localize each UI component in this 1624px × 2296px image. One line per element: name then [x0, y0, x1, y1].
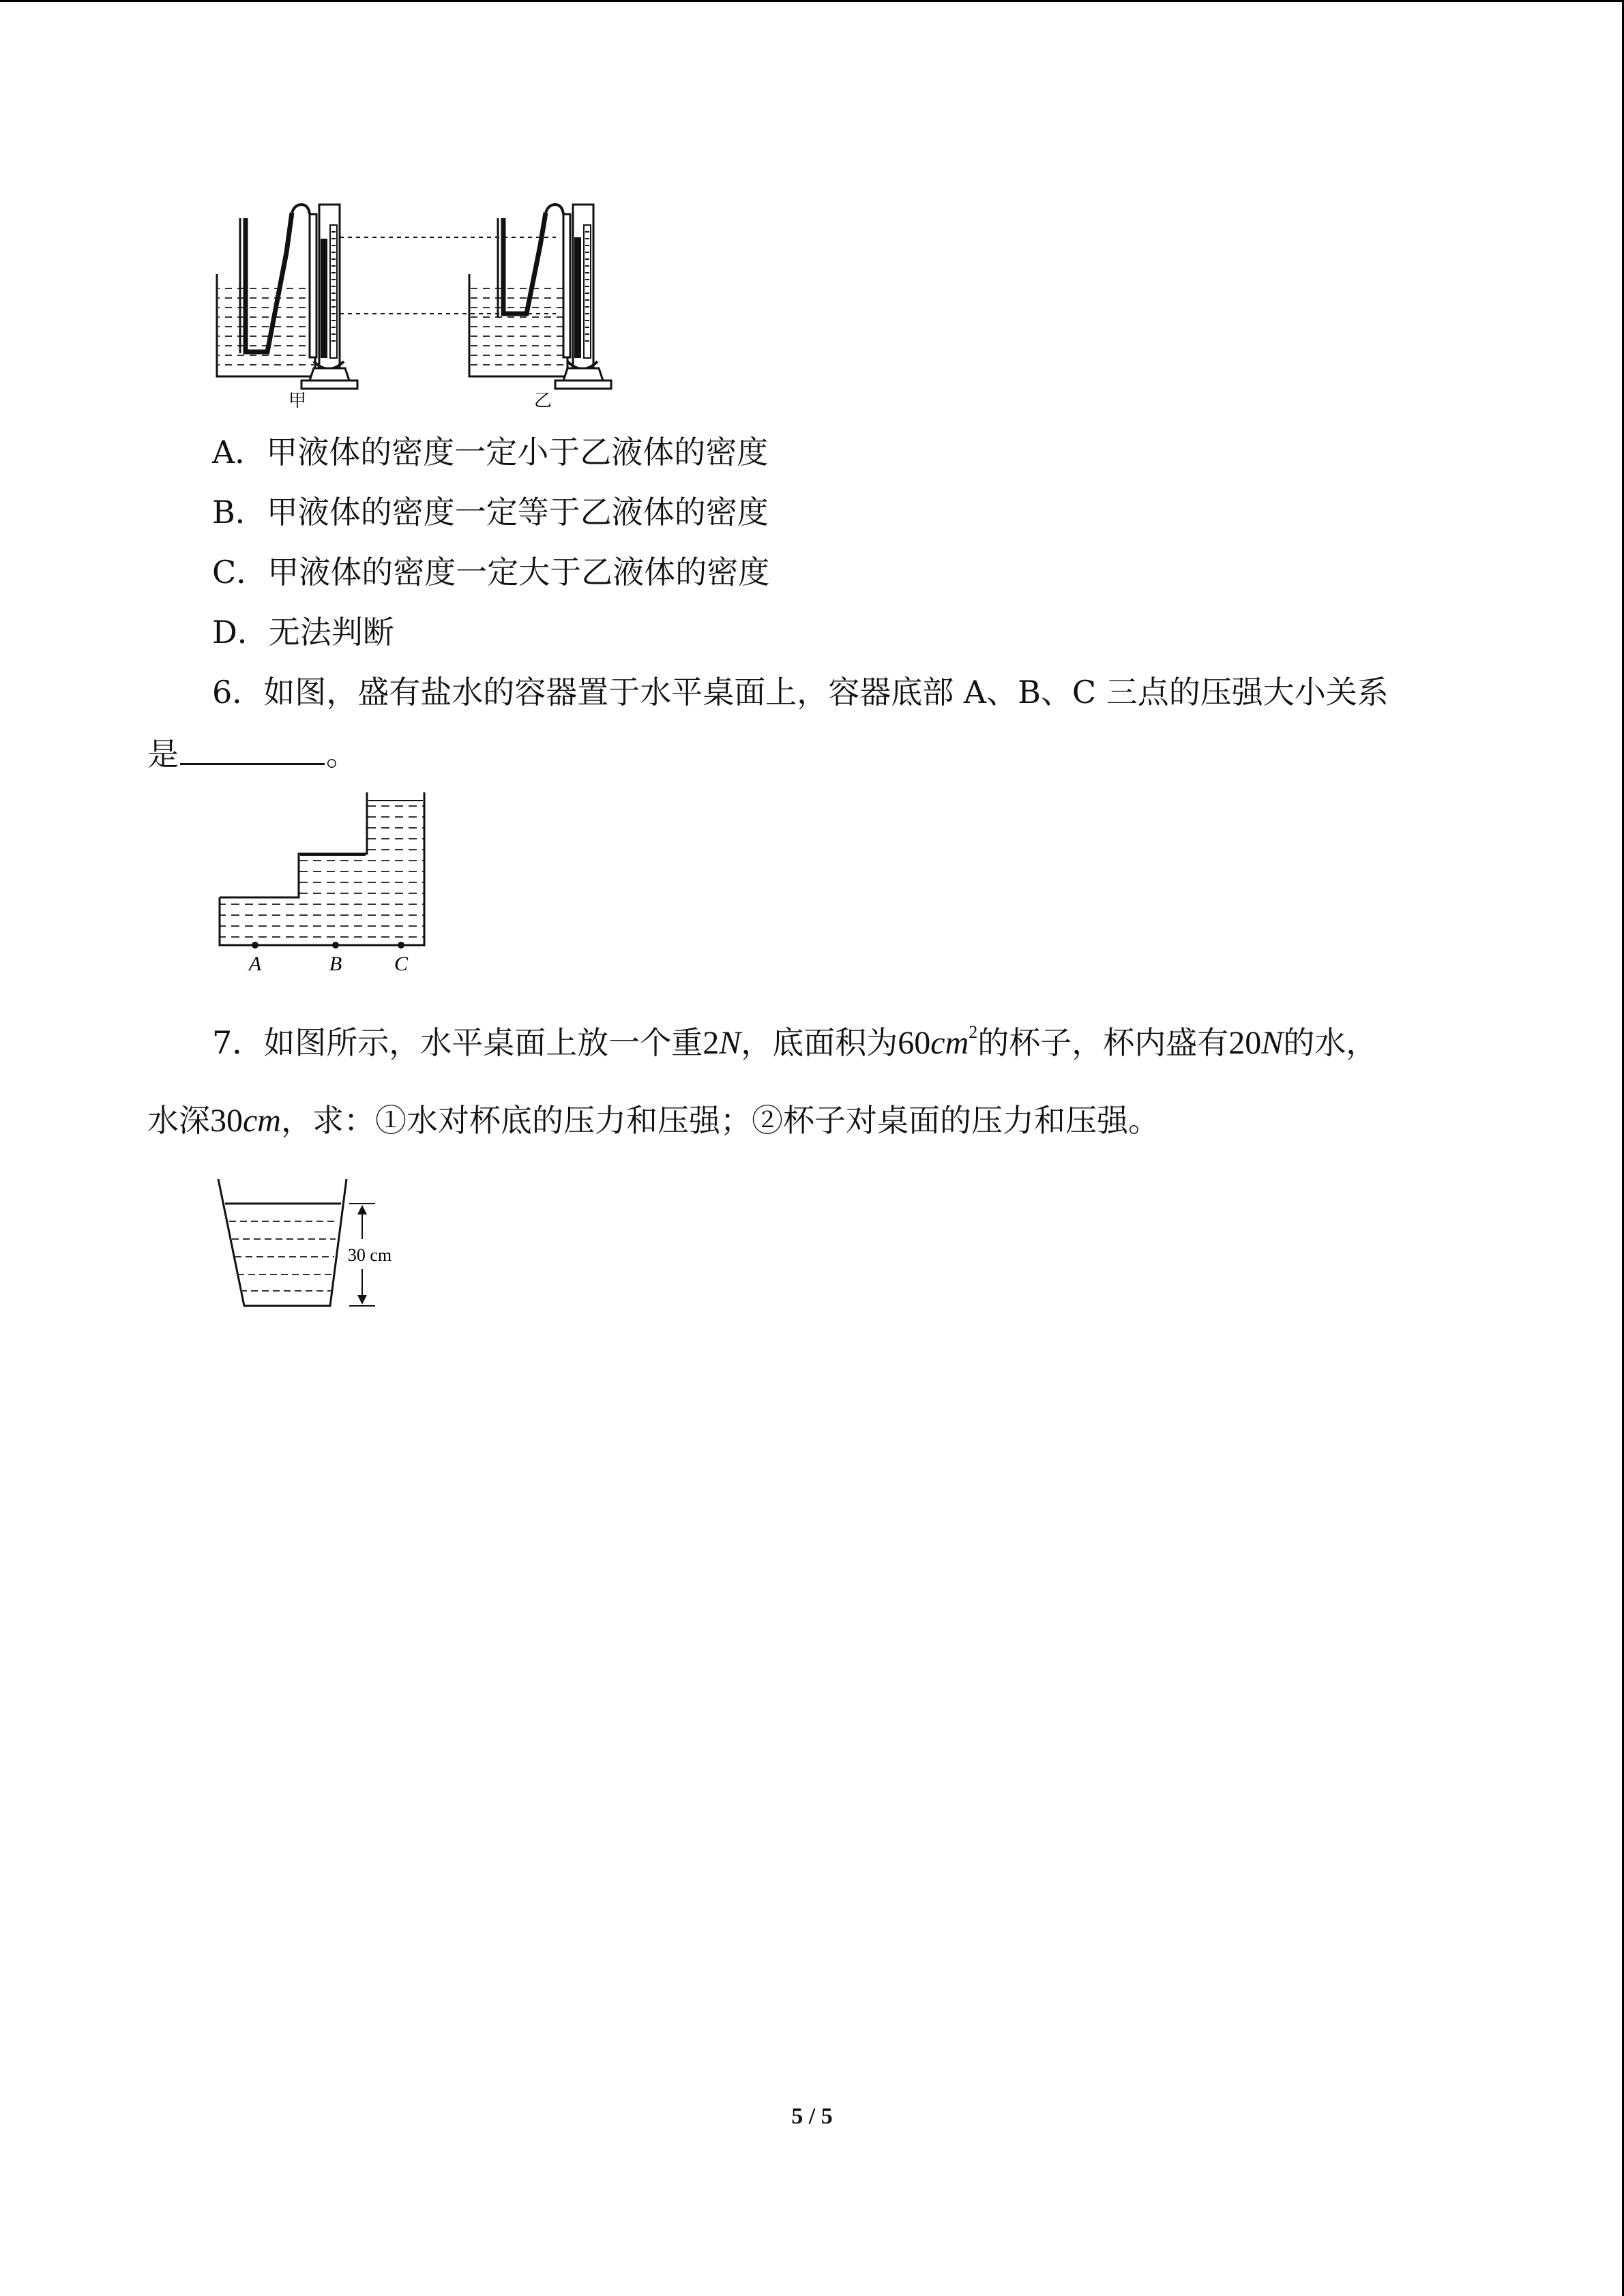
figure-label-yi: 乙	[533, 391, 552, 411]
q7-text-2: ，底面积为	[741, 1024, 898, 1061]
question-6-suffix: 。	[326, 736, 357, 773]
option-b: B．甲液体的密度一定等于乙液体的密度	[212, 494, 769, 531]
manometer-figure	[211, 198, 621, 416]
stepped-container-figure	[216, 790, 434, 981]
question-7-line1	[212, 1016, 1377, 1064]
question-6-prefix: 是	[147, 736, 179, 773]
weight-value: 2N	[703, 1025, 741, 1061]
page-number: 5 / 5	[791, 2104, 833, 2129]
depth-value: 30cm	[210, 1103, 281, 1139]
q7-text-1: 7．如图所示，水平桌面上放一个重	[212, 1024, 703, 1061]
q7-text-4: 的水，	[1283, 1024, 1378, 1061]
option-d: D．无法判断	[212, 614, 394, 651]
point-a-label: A	[248, 953, 262, 975]
option-a: A．甲液体的密度一定小于乙液体的密度	[212, 434, 769, 471]
q7-text-5: 水深	[147, 1102, 210, 1139]
cup-figure	[213, 1176, 411, 1313]
q7-text-6: ，求：①水对杯底的压力和压强；②杯子对桌面的压力和压强。	[280, 1102, 1160, 1139]
answer-blank[interactable]	[180, 733, 325, 765]
question-7-line2	[147, 1100, 1160, 1142]
option-c: C．甲液体的密度一定大于乙液体的密度	[212, 554, 770, 591]
point-b-label: B	[329, 953, 342, 975]
figure-label-jia: 甲	[288, 391, 307, 411]
question-6-line2	[147, 733, 357, 775]
water-weight-value: 20N	[1228, 1025, 1284, 1061]
area-value: $60cm^2$	[898, 1022, 978, 1061]
cup-depth-label: 30 cm	[347, 1245, 392, 1265]
page-border-top	[0, 0, 1624, 2]
q7-text-3: 的杯子，杯内盛有	[977, 1024, 1229, 1061]
point-c-label: C	[394, 953, 409, 975]
question-6-line1: 6．如图，盛有盐水的容器置于水平桌面上，容器底部 A、B、C 三点的压强大小关系	[212, 674, 1389, 711]
